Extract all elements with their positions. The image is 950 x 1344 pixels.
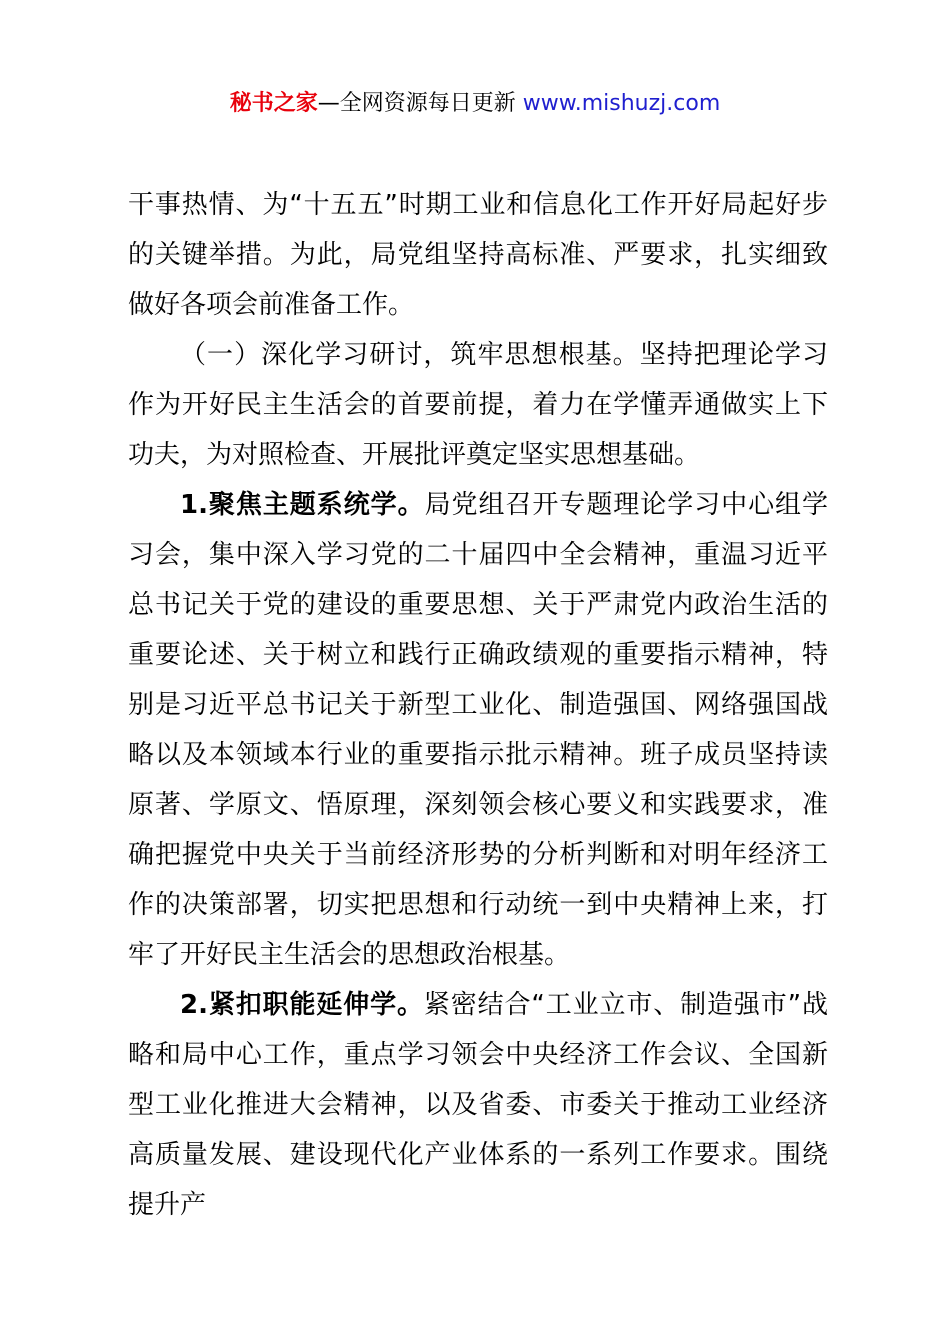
header-tagline: —全网资源每日更新: [317, 91, 516, 116]
paragraph-text: 紧密结合“工业立市、制造强市”战略和局中心工作，重点学习领会中央经济工作会议、全国新型工业化推进大会精神，以及省委、市委关于推动工业经济高质量发展、建设现代化产业体系的一系列工作要求。围绕提升产: [128, 990, 828, 1220]
paragraph-item-1: [128, 480, 828, 980]
paragraph-lead: 2.紧扣职能延伸学。: [180, 990, 424, 1020]
header-url-link[interactable]: www.mishuzj.com: [522, 91, 721, 116]
paragraph-lead: 1.聚焦主题系统学。: [180, 490, 425, 520]
header-brand: 秘书之家: [229, 91, 318, 116]
paragraph-item-2: [128, 980, 828, 1230]
document-body: [128, 180, 828, 1230]
paragraph-text: 干事热情、为“十五五”时期工业和信息化工作开好局起好步的关键举措。为此，局党组坚持高标准、严要求，扎实细致做好各项会前准备工作。: [128, 190, 828, 320]
paragraph-continuation: [128, 180, 828, 330]
page-header: [0, 88, 950, 120]
paragraph-text: （一）深化学习研讨，筑牢思想根基。坚持把理论学习作为开好民主生活会的首要前提，着力在学懂弄通做实上下功夫，为对照检查、开展批评奠定坚实思想基础。: [128, 340, 828, 470]
paragraph-text: 局党组召开专题理论学习中心组学习会，集中深入学习党的二十届四中全会精神，重温习近平总书记关于党的建设的重要思想、关于严肃党内政治生活的重要论述、关于树立和践行正确政绩观的重要指示精神，特别是习近平总书记关于新型工业化、制造强国、网络强国战略以及本领域本行业的重要指示批示精神。班子成员坚持读原著、学原文、悟原理，深刻领会核心要义和实践要求，准确把握党中央关于当前经济形势的分析判断和对明年经济工作的决策部署，切实把思想和行动统一到中央精神上来，打牢了开好民主生活会的思想政治根基。: [128, 490, 828, 970]
paragraph-section-1: [128, 330, 828, 480]
